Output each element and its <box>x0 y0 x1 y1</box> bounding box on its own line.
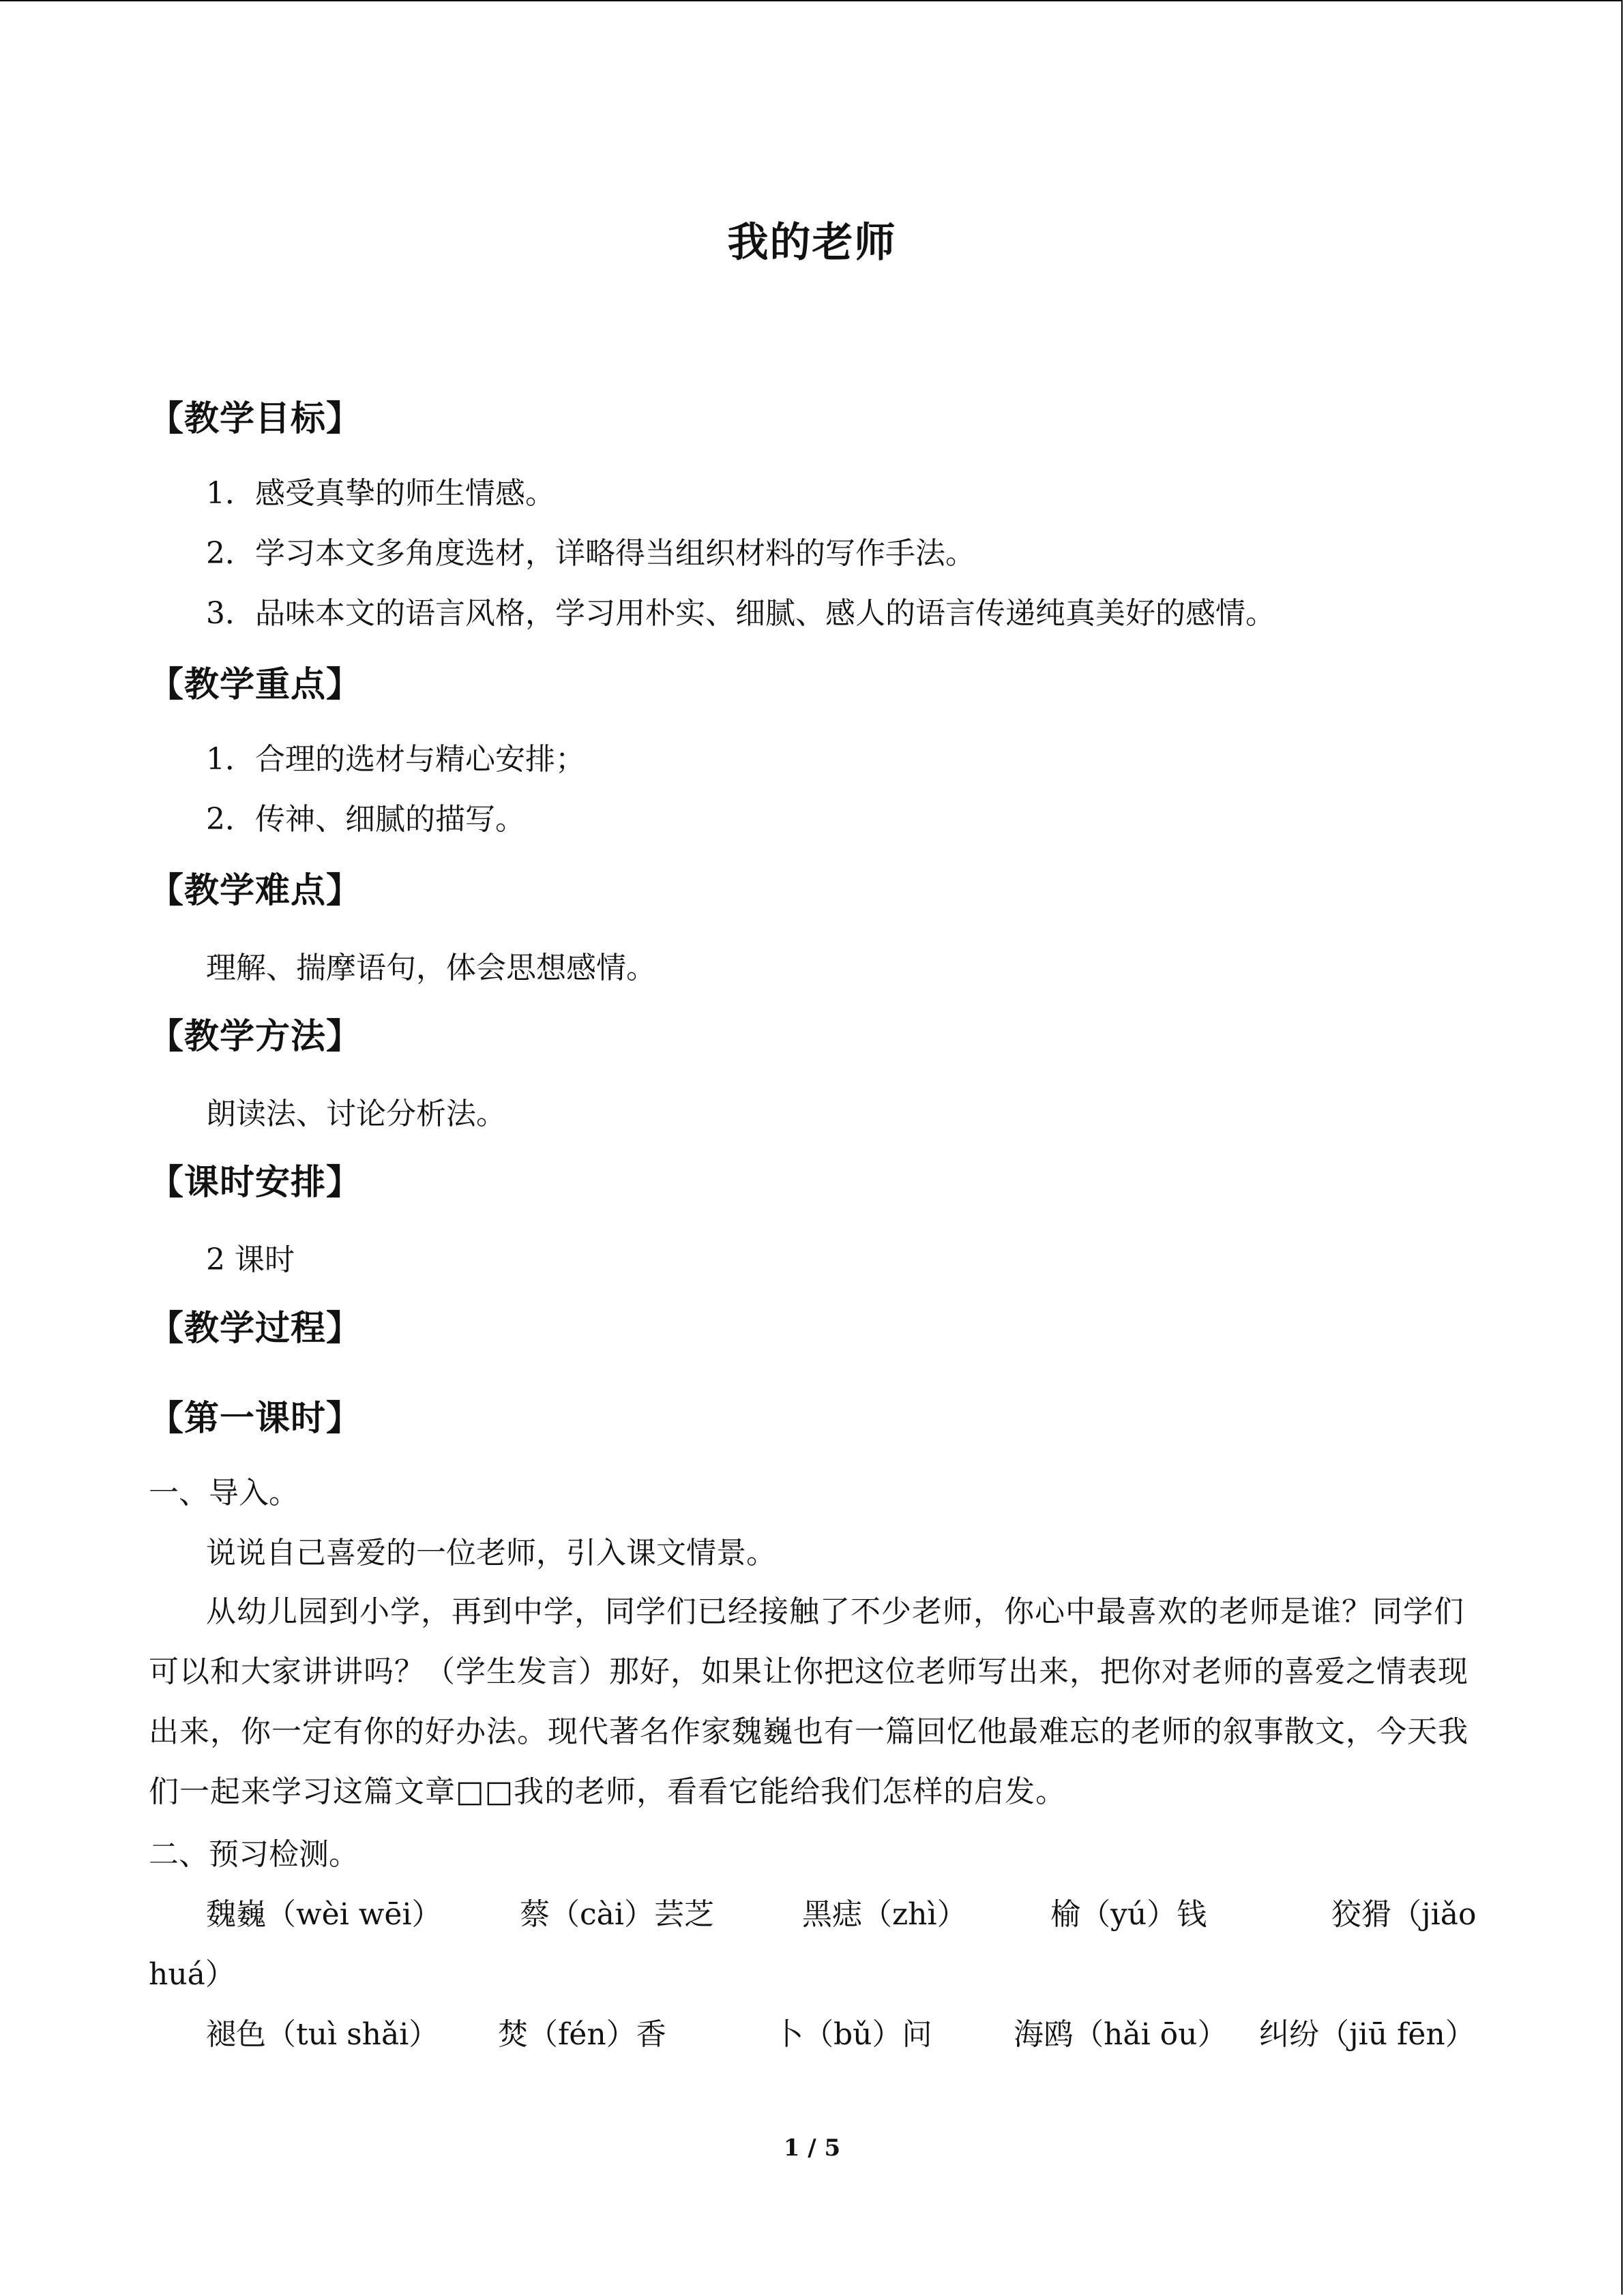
goal-item-3: 3．品味本文的语言风格，学习用朴实、细腻、感人的语言传递纯真美好的感情。 <box>206 596 1275 631</box>
page-title: 我的老师 <box>727 219 897 267</box>
heading-methods: 【教学方法】 <box>149 1016 362 1057</box>
vocab-item: 卜（bǔ）问 <box>773 2017 932 2052</box>
vocab-item: 狡猾（jiǎo <box>1331 1897 1477 1932</box>
vocab-item: 魏巍（wèi wēi） <box>206 1897 442 1932</box>
vocab-item: 黑痣（zhì） <box>802 1897 967 1932</box>
page-indicator: 1 / 5 <box>783 2134 841 2162</box>
heading-schedule: 【课时安排】 <box>149 1162 362 1203</box>
intro-line: 说说自己喜爱的一位老师，引入课文情景。 <box>206 1536 776 1570</box>
goal-item-1: 1．感受真挚的师生情感。 <box>206 476 555 511</box>
intro-paragraph: 从幼儿园到小学，再到中学，同学们已经接触了不少老师，你心中最喜欢的老师是谁？同学们可以和大家讲讲吗？（学生发言）那好，如果让你把这位老师写出来，把你对老师的喜爱之情表现出来，你一定有你的好办法。现代著名作家魏巍也有一篇回忆他最难忘的老师的叙事散文，今天我们一起来学习这篇文章□□我的老师，看看它能给我们怎样的启发。 <box>149 1594 1468 1809</box>
intro-title: 一、导入。 <box>149 1476 299 1510</box>
vocab-item: 褪色（tuì shǎi） <box>206 2017 439 2052</box>
methods-text: 朗读法、讨论分析法。 <box>206 1097 506 1131</box>
heading-difficulties: 【教学难点】 <box>149 870 362 911</box>
preview-title: 二、预习检测。 <box>149 1837 359 1872</box>
vocab-item: 纠纷（jiū fēn） <box>1259 2017 1475 2052</box>
goal-item-2: 2．学习本文多角度选材，详略得当组织材料的写作手法。 <box>206 536 975 571</box>
vocab-item: 焚（fén）香 <box>498 2017 666 2052</box>
key-point-item-1: 1．合理的选材与精心安排； <box>206 742 585 777</box>
heading-lesson-1: 【第一课时】 <box>149 1398 362 1439</box>
key-point-item-2: 2．传神、细腻的描写。 <box>206 802 525 837</box>
vocab-item-continuation: huá） <box>149 1957 235 1992</box>
vocab-item: 榆（yú）钱 <box>1050 1897 1207 1932</box>
heading-process: 【教学过程】 <box>149 1308 362 1349</box>
schedule-text: 2 课时 <box>206 1242 295 1277</box>
vocab-item: 蔡（cài）芸芝 <box>520 1897 714 1932</box>
heading-goals: 【教学目标】 <box>149 398 362 439</box>
difficulties-text: 理解、揣摩语句，体会思想感情。 <box>206 951 656 985</box>
heading-key-points: 【教学重点】 <box>149 664 362 705</box>
vocab-item: 海鸥（hǎi ōu） <box>1014 2017 1228 2052</box>
